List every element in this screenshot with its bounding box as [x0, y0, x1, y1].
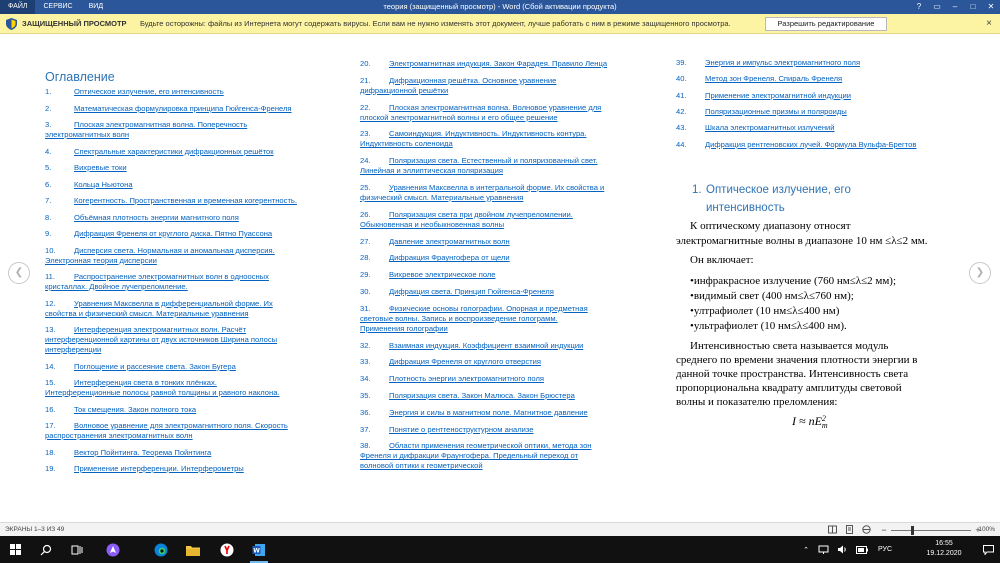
- toc-entry[interactable]: [360, 156, 598, 166]
- start-button[interactable]: [0, 536, 30, 563]
- system-clock[interactable]: [916, 539, 972, 559]
- toc-entry-label: Поляризация света. Естественный и поляризованный свет.: [389, 156, 598, 166]
- search-button[interactable]: [31, 536, 61, 563]
- toc-entry-label: Поглощение и рассеяние света. Закон Бугера: [74, 361, 236, 371]
- toc-entry-label: Распространение электромагнитных волн в одноосных: [74, 272, 269, 281]
- toc-entry[interactable]: [360, 183, 604, 193]
- toc-entry-number: 9.: [45, 229, 52, 238]
- toc-entry-label: Плоская электромагнитная волна. Поперечность: [74, 120, 248, 129]
- toc-entry-label: Дифракция Френеля от круглого отверстия: [389, 357, 541, 367]
- toc-entry-label: Поляризационные призмы и поляроиды: [705, 106, 847, 116]
- toc-entry-continuation[interactable]: дифракционной решётки: [360, 85, 449, 95]
- toc-entry-number: 23.: [360, 129, 371, 139]
- system-tray: [800, 536, 892, 563]
- speaker-icon[interactable]: [837, 545, 848, 554]
- toc-entry[interactable]: [360, 441, 592, 451]
- paragraph-3-line: Интенсивностью света называется модуль: [690, 340, 889, 352]
- protected-view-message: Будьте осторожны: файлы из Интернета могут содержать вирусы. Если вам не нужно изменять этот документ, лучше работать с ним в режиме защищенного просмотра.: [140, 19, 731, 28]
- view-buttons: [828, 525, 871, 534]
- toc-entry[interactable]: [676, 91, 851, 101]
- protected-view-bar: [0, 14, 1000, 34]
- task-view-icon: [71, 544, 83, 556]
- close-icon[interactable]: ×: [986, 18, 992, 29]
- toc-entry[interactable]: [676, 74, 842, 84]
- toc-entry[interactable]: [45, 362, 236, 372]
- shield-icon: [6, 18, 17, 30]
- toc-entry[interactable]: [360, 76, 556, 86]
- prev-page-icon[interactable]: ❮: [8, 262, 30, 284]
- toc-entry[interactable]: [360, 237, 510, 247]
- toc-entry-label: Интерференция электромагнитных волн. Расчёт: [74, 325, 247, 334]
- toc-entry-number: 41.: [676, 90, 687, 100]
- taskbar: [0, 536, 1000, 563]
- toc-entry[interactable]: [360, 129, 587, 139]
- toc-entry[interactable]: [676, 58, 860, 68]
- toc-entry-label: Кольца Ньютона: [74, 179, 133, 189]
- network-icon[interactable]: [818, 545, 829, 554]
- toc-entry[interactable]: [45, 163, 127, 173]
- toc-entry[interactable]: [45, 213, 239, 223]
- toc-entry-continuation[interactable]: интерференционной картины от двух источников Ширина полосы: [45, 335, 278, 344]
- toc-entry[interactable]: [360, 59, 607, 69]
- toc-entry-label: Волновое уравнение для электромагнитного поля. Скорость: [74, 421, 288, 430]
- window-controls: [910, 0, 1000, 14]
- toc-entry-number: 44.: [676, 139, 687, 149]
- toc-entry-label: Применение интерференции. Интерферометры: [74, 464, 244, 473]
- alice-assistant-icon: [106, 543, 120, 557]
- toc-entry-label: Когерентность. Пространственная и временная когерентность.: [74, 196, 297, 205]
- toc-entry-label: Спектральные характеристики дифракционных решёток: [74, 146, 274, 156]
- zoom-in-button[interactable]: +: [975, 525, 981, 535]
- paragraph-3-line: среднего по времени значения плотности энергии в: [676, 354, 918, 366]
- toc-entry-number: 20.: [360, 59, 371, 68]
- toc-entry-label: Понятие о рентгеноструктурном анализе: [389, 424, 534, 434]
- toc-title: Оглавление: [45, 70, 115, 84]
- paragraph-1-line-2: электромагнитные волны в диапазоне 10 нм ≤λ≤2 мм.: [676, 235, 928, 247]
- toc-entry-number: 1.: [45, 87, 52, 96]
- toc-entry-label: Дифракция Фраунгофера от щели: [389, 253, 510, 263]
- toc-entry[interactable]: [45, 120, 247, 130]
- toc-entry-number: 37.: [360, 424, 371, 434]
- toc-entry-number: 15.: [45, 378, 56, 387]
- toc-entry-label: Ток смещения. Закон полного тока: [74, 404, 197, 414]
- menu-tools[interactable]: СЕРВИС: [43, 3, 73, 10]
- toc-entry[interactable]: [45, 104, 292, 114]
- toc-entry-label: Дифракция света. Принцип Гюйгенса-Френеля: [389, 287, 554, 296]
- display-options-button[interactable]: ▭: [933, 2, 941, 11]
- help-button[interactable]: ?: [916, 2, 922, 11]
- toc-entry-number: 38.: [360, 441, 371, 451]
- toc-entry[interactable]: [45, 180, 133, 190]
- toc-entry-number: 34.: [360, 374, 371, 384]
- toc-entry-number: 25.: [360, 183, 371, 192]
- toc-entry-number: 14.: [45, 361, 56, 371]
- bullet-item: •ултрафиолет (10 нм≤λ≤400 нм): [690, 305, 840, 317]
- input-language[interactable]: РУС: [878, 546, 893, 553]
- toc-entry-label: Плоская электромагнитная волна. Волновое уравнение для: [389, 102, 602, 112]
- toc-entry-number: 7.: [45, 196, 52, 205]
- toc-entry-number: 24.: [360, 156, 371, 166]
- toc-entry-label: Вихревое электрическое поле: [389, 270, 496, 280]
- toc-entry-number: 17.: [45, 421, 56, 430]
- toc-entry-label: Шкала электромагнитных излучений: [705, 123, 835, 133]
- bullet-item: •инфракрасное излучение (760 нм≤λ≤2 мм);: [690, 275, 896, 287]
- toc-entry[interactable]: [360, 425, 534, 435]
- toc-entry-number: 5.: [45, 163, 52, 172]
- toc-entry-label: Интерференция света в тонких плёнках.: [74, 378, 217, 387]
- toc-entry-continuation[interactable]: кристаллах. Двойное лучепреломление.: [45, 282, 188, 291]
- toc-entry-label: Дифракция Френеля от круглого диска. Пятно Пуассона: [74, 229, 273, 238]
- toc-entry-label: Объёмная плотность энергии магнитного поля: [74, 212, 239, 222]
- toc-entry-number: 4.: [45, 146, 52, 156]
- toc-entry-number: 18.: [45, 447, 56, 457]
- toc-entry[interactable]: [360, 304, 588, 314]
- clock-time: 16:55: [935, 540, 953, 547]
- paragraph-3-line: волны и показателю преломления:: [676, 396, 838, 408]
- toc-entry-label: Дифракционная решётка. Основное уравнение: [389, 75, 557, 85]
- toc-entry-number: 33.: [360, 357, 371, 367]
- toc-entry-label: Дисперсия света. Нормальная и аномальная дисперсия.: [74, 245, 275, 255]
- toc-entry[interactable]: [360, 253, 510, 263]
- toc-entry-continuation[interactable]: распространения электромагнитных волн: [45, 431, 193, 440]
- toc-entry[interactable]: [676, 107, 847, 117]
- zoom-slider-thumb[interactable]: [911, 526, 914, 535]
- toc-entry-continuation[interactable]: физический смысл. Материальные уравнения: [360, 193, 524, 202]
- toc-entry[interactable]: [45, 147, 274, 157]
- toc-entry-number: 39.: [676, 58, 687, 67]
- toc-entry-label: Поляризация света при двойном лучепреломлении.: [389, 209, 573, 219]
- toc-entry-label: Уравнения Максвелла в интегральной форме. Их свойства и: [389, 183, 605, 192]
- paragraph-3-line: данной точке пространства. Интенсивность света: [676, 368, 909, 380]
- web-layout-icon[interactable]: [862, 525, 871, 534]
- toc-entry[interactable]: [45, 196, 297, 206]
- toc-entry-continuation[interactable]: Френеля и дифракции Фраунгофера. Предельный переход от: [360, 451, 579, 461]
- toc-entry-number: 6.: [45, 179, 52, 189]
- toc-entry[interactable]: [45, 405, 196, 415]
- section-heading: [692, 181, 851, 217]
- toc-entry-continuation[interactable]: волновой оптики к геометрической: [360, 461, 483, 471]
- toc-entry-continuation[interactable]: Применения голографии: [360, 323, 448, 333]
- toc-entry[interactable]: [360, 103, 601, 113]
- toc-entry-label: Вихревые токи: [74, 163, 127, 172]
- title-bar: [0, 0, 1000, 14]
- window-title: теория (защищенный просмотр) - Word (Сбой активации продукта): [383, 2, 617, 11]
- toc-entry-number: 16.: [45, 404, 56, 414]
- protected-view-title: ЗАЩИЩЕННЫЙ ПРОСМОТР: [22, 19, 127, 28]
- ribbon-menu: [0, 0, 111, 14]
- toc-entry-label: Электромагнитная индукция. Закон Фарадея. Правило Ленца: [389, 59, 608, 68]
- toc-entry-label: Области применения геометрической оптики, метода зон: [389, 441, 592, 451]
- notifications-button[interactable]: [976, 536, 1000, 563]
- toc-entry[interactable]: [360, 210, 573, 220]
- toc-entry-continuation[interactable]: Индуктивность соленоида: [360, 139, 453, 149]
- toc-entry-number: 2.: [45, 103, 52, 113]
- toc-entry-number: 42.: [676, 106, 687, 116]
- taskbar-alice[interactable]: [98, 536, 128, 563]
- svg-text:W: W: [253, 547, 260, 555]
- toc-entry[interactable]: [360, 341, 583, 351]
- toc-entry-number: 19.: [45, 464, 56, 473]
- windows-icon: [10, 544, 21, 555]
- zoom-level[interactable]: 100%: [978, 526, 995, 533]
- toc-entry-label: Плотность энергии электромагнитного поля: [389, 374, 545, 384]
- maximize-button[interactable]: □: [970, 2, 976, 11]
- taskbar-explorer[interactable]: [178, 536, 208, 563]
- paragraph-1-line-1: К оптическому диапазону относят: [690, 220, 851, 232]
- toc-entry[interactable]: [45, 448, 211, 458]
- toc-entry-number: 28.: [360, 253, 371, 263]
- chevron-up-icon[interactable]: ⌃: [803, 546, 809, 554]
- toc-entry-continuation[interactable]: интерференции: [45, 345, 102, 354]
- toc-entry-label: Метод зон Френеля. Спираль Френеля: [705, 74, 843, 84]
- formula-lhs: I ≈ nE: [792, 414, 822, 428]
- section-heading-line-2: интенсивность: [706, 202, 785, 214]
- toc-entry-number: 36.: [360, 407, 371, 417]
- toc-entry-number: 26.: [360, 209, 371, 219]
- print-layout-icon[interactable]: [845, 525, 854, 534]
- zoom-out-button[interactable]: −: [881, 525, 887, 535]
- toc-entry-continuation[interactable]: световые волны. Запись и воспроизведение голограмм.: [360, 313, 558, 323]
- taskbar-word[interactable]: [244, 536, 274, 563]
- task-view-button[interactable]: [62, 536, 92, 563]
- document-area[interactable]: [0, 34, 1000, 522]
- toc-entry-number: 29.: [360, 270, 371, 280]
- toc-entry[interactable]: [360, 374, 544, 384]
- toc-entry-continuation[interactable]: Линейная и эллиптическая поляризация: [360, 166, 504, 176]
- toc-entry-number: 22.: [360, 102, 371, 112]
- toc-entry[interactable]: [360, 357, 541, 367]
- toc-entry-label: Давление электромагнитных волн: [389, 236, 510, 246]
- word-icon: [252, 543, 266, 557]
- toc-entry-label: Физические основы голографии. Опорная и предметная: [389, 303, 588, 313]
- battery-icon[interactable]: [856, 546, 868, 554]
- toc-entry-label: Взаимная индукция. Коэффициент взаимной индукции: [389, 340, 584, 350]
- search-icon: [40, 544, 52, 556]
- toc-entry-label: Дифракция рентгеновских лучей. Формула Вульфа-Брегтов: [705, 139, 917, 149]
- toc-entry-continuation[interactable]: свойства и физический смысл. Материальные уравнения: [45, 308, 249, 318]
- close-window-button[interactable]: ✕: [987, 2, 995, 11]
- formula-superscript: 2: [821, 414, 826, 424]
- toc-entry[interactable]: [45, 325, 246, 335]
- toc-entry-number: 27.: [360, 236, 371, 246]
- toc-entry-label: Уравнения Максвелла в дифференциальной форме. Их: [74, 298, 273, 308]
- toc-entry-label: Оптическое излучение, его интенсивность: [74, 87, 224, 96]
- bullet-item: •видимый свет (400 нм≤λ≤760 нм);: [690, 290, 854, 302]
- toc-entry[interactable]: [360, 391, 575, 401]
- toc-entry[interactable]: [45, 87, 224, 97]
- toc-entry-number: 43.: [676, 123, 687, 133]
- section-heading-line-1: Оптическое излучение, его: [706, 184, 851, 196]
- toc-entry-number: 11.: [45, 272, 55, 281]
- next-page-icon[interactable]: ❯: [969, 262, 991, 284]
- toc-entry-label: Вектор Пойнтинга. Теорема Пойнтинга: [74, 447, 212, 457]
- toc-entry-number: 35.: [360, 391, 371, 400]
- paragraph-2: Он включает:: [690, 254, 754, 266]
- toc-entry-label: Математическая формулировка принципа Гюйгенса-Френеля: [74, 103, 292, 113]
- toc-entry[interactable]: [676, 140, 916, 150]
- toc-entry-number: 13.: [45, 325, 56, 334]
- yandex-browser-icon: [220, 543, 234, 557]
- toc-entry-number: 3.: [45, 120, 52, 129]
- toc-entry-label: Самоиндукция. Индуктивность. Индуктивность контура.: [389, 129, 587, 139]
- toc-entry-label: Энергия и силы в магнитном поле. Магнитное давление: [389, 407, 588, 417]
- toc-entry[interactable]: [360, 287, 554, 297]
- minimize-button[interactable]: –: [952, 2, 958, 11]
- toc-entry[interactable]: [45, 378, 217, 388]
- toc-entry[interactable]: [360, 408, 588, 418]
- menu-file[interactable]: ФАЙЛ: [0, 0, 35, 14]
- toc-entry-number: 12.: [45, 298, 56, 308]
- toc-entry[interactable]: [45, 246, 275, 256]
- toc-entry[interactable]: [45, 421, 288, 431]
- toc-entry-continuation[interactable]: плоской электромагнитной волны и его общее решение: [360, 112, 558, 122]
- toc-entry-number: 31.: [360, 303, 371, 313]
- toc-entry-label: Энергия и импульс электромагнитного поля: [705, 58, 861, 67]
- notification-icon: [983, 545, 994, 555]
- clock-date: 19.12.2020: [926, 550, 962, 557]
- toc-entry-continuation[interactable]: Интерференционные полосы равной толщины и равного наклона.: [45, 388, 280, 397]
- bullet-item: •ультрафиолет (10 нм≤λ≤400 нм).: [690, 320, 847, 332]
- formula-subscript: m: [821, 421, 828, 431]
- folder-icon: [186, 544, 200, 556]
- toc-entry[interactable]: [45, 299, 273, 309]
- toc-entry-continuation[interactable]: Электронная теория дисперсии: [45, 255, 157, 265]
- enable-editing-button[interactable]: Разрешить редактирование: [765, 17, 887, 31]
- toc-entry-number: 30.: [360, 287, 371, 296]
- zoom-control: [880, 523, 982, 537]
- taskbar-edge[interactable]: [146, 536, 176, 563]
- toc-entry-label: Поляризация света. Закон Малюса. Закон Брюстера: [389, 391, 575, 400]
- toc-entry-number: 32.: [360, 340, 371, 350]
- toc-entry-number: 8.: [45, 212, 52, 222]
- menu-view[interactable]: ВИД: [88, 3, 104, 10]
- toc-entry[interactable]: [676, 123, 835, 133]
- toc-entry[interactable]: [45, 272, 269, 282]
- read-mode-icon[interactable]: [828, 525, 837, 534]
- page-counter: ЭКРАНЫ 1–3 ИЗ 49: [5, 526, 65, 533]
- toc-entry[interactable]: [45, 229, 272, 239]
- taskbar-yandex-browser[interactable]: [212, 536, 242, 563]
- toc-entry[interactable]: [360, 270, 496, 280]
- toc-entry[interactable]: [45, 464, 244, 474]
- toc-entry-number: 40.: [676, 74, 687, 84]
- toc-entry-continuation[interactable]: электромагнитных волн: [45, 130, 130, 139]
- section-number: 1.: [692, 184, 702, 196]
- paragraph-3-line: пропорциональна квадрату амплитуды световой: [676, 382, 902, 394]
- toc-entry-number: 10.: [45, 245, 56, 255]
- status-bar: [0, 522, 1000, 536]
- zoom-slider[interactable]: [891, 530, 971, 531]
- edge-icon: [154, 543, 168, 557]
- toc-entry-continuation[interactable]: Обыкновенная и необыкновенная волны: [360, 219, 505, 229]
- toc-entry-label: Применение электромагнитной индукции: [705, 90, 851, 100]
- intensity-formula: [792, 414, 828, 429]
- toc-entry-number: 21.: [360, 75, 371, 85]
